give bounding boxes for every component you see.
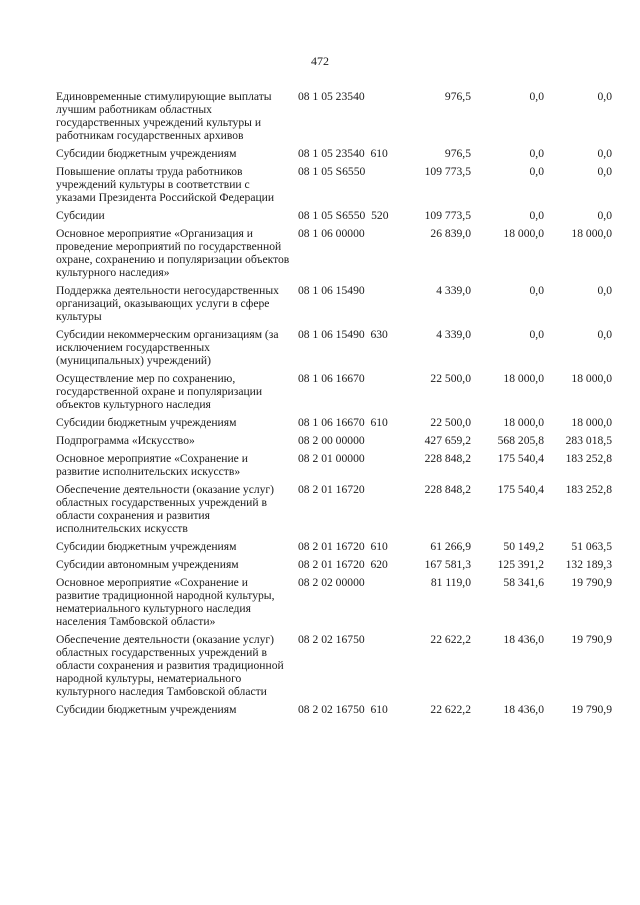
row-value-1: 81 119,0 xyxy=(430,576,471,589)
row-value-2: 125 391,2 xyxy=(497,558,544,571)
row-value-3: 0,0 xyxy=(597,90,612,103)
row-value-1: 427 659,2 xyxy=(424,434,471,447)
row-value-3: 132 189,3 xyxy=(565,558,612,571)
row-code: 08 2 00 00000 xyxy=(298,434,365,447)
row-value-2: 50 149,2 xyxy=(503,540,544,553)
row-value-1: 228 848,2 xyxy=(424,452,471,465)
row-name: Субсидии бюджетным учреждениям xyxy=(56,540,237,553)
row-value-1: 109 773,5 xyxy=(424,209,471,222)
table-row xyxy=(54,416,614,429)
row-value-3: 18 000,0 xyxy=(571,227,612,240)
row-value-2: 18 436,0 xyxy=(503,703,544,716)
table-row xyxy=(54,372,614,411)
row-value-1: 4 339,0 xyxy=(436,284,471,297)
row-value-2: 58 341,6 xyxy=(503,576,544,589)
row-value-1: 976,5 xyxy=(444,147,471,160)
row-value-2: 0,0 xyxy=(529,147,544,160)
row-name: Подпрограмма «Искусство» xyxy=(56,434,195,447)
row-value-1: 167 581,3 xyxy=(424,558,471,571)
row-value-3: 51 063,5 xyxy=(571,540,612,553)
row-value-1: 976,5 xyxy=(444,90,471,103)
row-name: Субсидии некоммерческим организациям (за исключением государственных (муниципальных) учреждений) xyxy=(56,328,279,367)
page-number: 472 xyxy=(311,54,329,68)
table-row xyxy=(54,558,614,571)
row-value-2: 0,0 xyxy=(529,284,544,297)
row-code: 08 1 06 00000 xyxy=(298,227,365,240)
row-value-3: 283 018,5 xyxy=(565,434,612,447)
row-value-1: 22 500,0 xyxy=(430,416,471,429)
table-row xyxy=(54,483,614,535)
row-name: Субсидии xyxy=(56,209,105,222)
table-row xyxy=(54,434,614,447)
row-name: Обеспечение деятельности (оказание услуг) областных государственных учреждений в области сохранения и развития традиционной народной культуры, нематериального культурного наследия Тамбовской области xyxy=(56,633,284,698)
row-value-2: 0,0 xyxy=(529,90,544,103)
row-value-1: 4 339,0 xyxy=(436,328,471,341)
row-code: 08 1 05 S6550 520 xyxy=(298,209,389,222)
row-code: 08 2 02 16750 610 xyxy=(298,703,388,716)
row-name: Основное мероприятие «Сохранение и развитие исполнительских искусств» xyxy=(56,452,248,478)
table-row xyxy=(54,703,614,716)
budget-table xyxy=(54,90,614,721)
row-value-3: 0,0 xyxy=(597,209,612,222)
row-name: Осуществление мер по сохранению, государственной охране и популяризации объектов культурного наследия xyxy=(56,372,263,411)
row-code: 08 2 02 16750 xyxy=(298,633,365,646)
row-name: Субсидии бюджетным учреждениям xyxy=(56,416,237,429)
row-code: 08 1 06 16670 xyxy=(298,372,365,385)
table-row xyxy=(54,227,614,279)
table-row xyxy=(54,328,614,367)
row-code: 08 1 05 23540 xyxy=(298,90,365,103)
row-name: Повышение оплаты труда работников учреждений культуры в соответствии с указами Президента Российской Федерации xyxy=(56,165,275,204)
table-row xyxy=(54,147,614,160)
row-value-2: 18 000,0 xyxy=(503,416,544,429)
row-value-2: 0,0 xyxy=(529,209,544,222)
row-value-3: 18 000,0 xyxy=(571,372,612,385)
table-row xyxy=(54,209,614,222)
row-value-3: 0,0 xyxy=(597,147,612,160)
row-value-3: 0,0 xyxy=(597,328,612,341)
row-code: 08 1 05 23540 610 xyxy=(298,147,388,160)
row-value-3: 19 790,9 xyxy=(571,703,612,716)
table-row xyxy=(54,540,614,553)
row-value-1: 22 500,0 xyxy=(430,372,471,385)
row-name: Основное мероприятие «Организация и проведение мероприятий по государственной охране, сохранению и популяризации объектов культурного наследия» xyxy=(56,227,290,279)
row-code: 08 2 02 00000 xyxy=(298,576,365,589)
table-row xyxy=(54,165,614,204)
table-row xyxy=(54,452,614,478)
row-name: Субсидии бюджетным учреждениям xyxy=(56,147,237,160)
row-value-2: 18 000,0 xyxy=(503,227,544,240)
table-row xyxy=(54,633,614,698)
row-code: 08 1 05 S6550 xyxy=(298,165,366,178)
row-code: 08 2 01 16720 610 xyxy=(298,540,388,553)
table-row xyxy=(54,284,614,323)
row-value-2: 175 540,4 xyxy=(497,483,544,496)
row-name: Субсидии бюджетным учреждениям xyxy=(56,703,237,716)
row-value-2: 568 205,8 xyxy=(497,434,544,447)
row-value-1: 228 848,2 xyxy=(424,483,471,496)
row-value-1: 61 266,9 xyxy=(430,540,471,553)
row-value-3: 183 252,8 xyxy=(565,483,612,496)
row-value-3: 183 252,8 xyxy=(565,452,612,465)
row-code: 08 1 06 15490 630 xyxy=(298,328,388,341)
row-value-1: 22 622,2 xyxy=(430,703,471,716)
row-value-2: 0,0 xyxy=(529,165,544,178)
row-code: 08 2 01 00000 xyxy=(298,452,365,465)
row-value-3: 19 790,9 xyxy=(571,633,612,646)
table-row xyxy=(54,576,614,628)
row-name: Основное мероприятие «Сохранение и развитие традиционной народной культуры, нематериального культурного наследия населения Тамбовской области» xyxy=(56,576,275,628)
row-value-3: 18 000,0 xyxy=(571,416,612,429)
row-value-2: 18 000,0 xyxy=(503,372,544,385)
row-code: 08 1 06 15490 xyxy=(298,284,365,297)
row-value-1: 109 773,5 xyxy=(424,165,471,178)
row-value-3: 0,0 xyxy=(597,165,612,178)
row-code: 08 1 06 16670 610 xyxy=(298,416,388,429)
row-value-2: 0,0 xyxy=(529,328,544,341)
row-code: 08 2 01 16720 xyxy=(298,483,365,496)
row-name: Обеспечение деятельности (оказание услуг) областных государственных учреждений в области сохранения и развития исполнительских искусств xyxy=(56,483,275,535)
row-value-3: 19 790,9 xyxy=(571,576,612,589)
row-value-1: 22 622,2 xyxy=(430,633,471,646)
row-name: Субсидии автономным учреждениям xyxy=(56,558,239,571)
row-name: Поддержка деятельности негосударственных организаций, оказывающих услуги в сфере культуры xyxy=(56,284,279,323)
row-value-2: 175 540,4 xyxy=(497,452,544,465)
row-value-2: 18 436,0 xyxy=(503,633,544,646)
row-code: 08 2 01 16720 620 xyxy=(298,558,388,571)
row-name: Единовременные стимулирующие выплаты лучшим работникам областных государственных учреждений культуры и работникам государственных архивов xyxy=(56,90,272,142)
table-row xyxy=(54,90,614,142)
row-value-3: 0,0 xyxy=(597,284,612,297)
row-value-1: 26 839,0 xyxy=(430,227,471,240)
